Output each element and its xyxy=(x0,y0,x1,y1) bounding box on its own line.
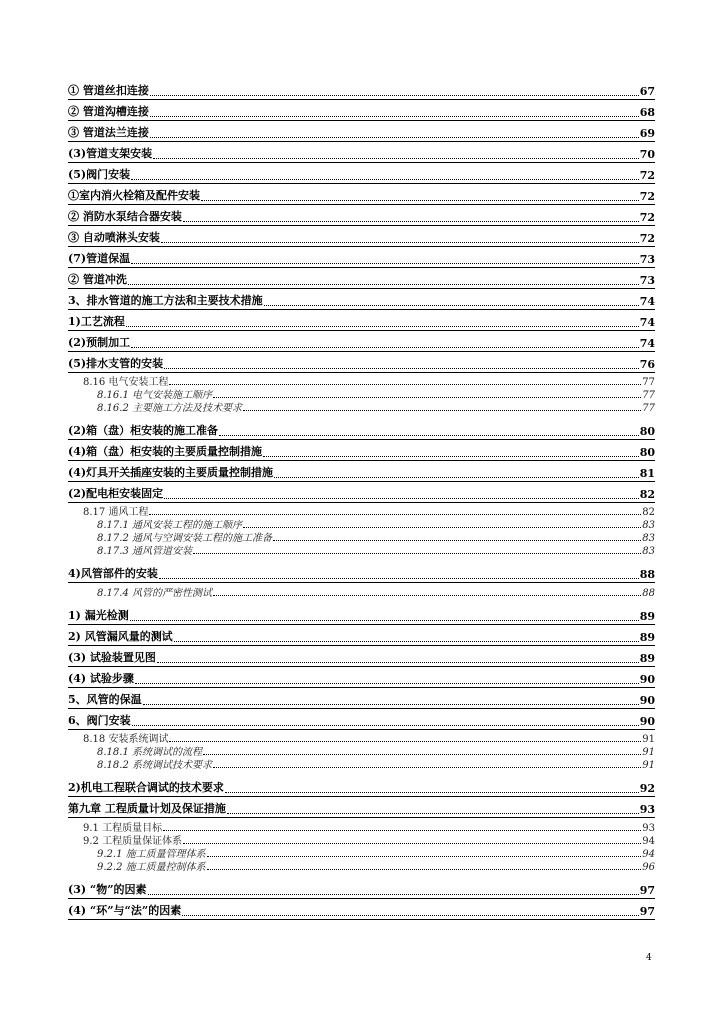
toc-entry-page: 83 xyxy=(642,520,655,531)
dot-leader xyxy=(169,741,641,742)
dot-leader xyxy=(225,792,639,793)
toc-entry-title: (4) 试验步骤 xyxy=(68,672,134,685)
toc-entry-page: 93 xyxy=(639,803,655,816)
toc-entry-title: 5、风管的保温 xyxy=(68,693,142,706)
toc-entry-page: 74 xyxy=(639,337,655,350)
toc-entry-page: 89 xyxy=(639,610,655,623)
dot-leader xyxy=(213,397,641,398)
toc-entry-title: 8.18.1 系统调试的流程 xyxy=(97,747,202,758)
toc-entry-page: 76 xyxy=(639,358,655,371)
toc-entry-page: 80 xyxy=(639,446,655,459)
dot-leader xyxy=(213,595,641,596)
toc-entry-title: 6、阀门安装 xyxy=(68,714,131,727)
toc-entry-title: (5)阀门安装 xyxy=(68,168,131,181)
toc-entry-title: ③ 自动喷淋头安装 xyxy=(68,231,160,244)
dot-leader xyxy=(131,179,639,180)
toc-entry[interactable] xyxy=(68,714,655,730)
toc-entry-page: 72 xyxy=(639,232,655,245)
toc-entry-page: 89 xyxy=(639,631,655,644)
dot-leader xyxy=(126,326,639,327)
toc-entry-page: 73 xyxy=(639,274,655,287)
toc-entry-page: 72 xyxy=(639,190,655,203)
toc-entry-page: 94 xyxy=(642,849,655,860)
dot-leader xyxy=(157,662,639,663)
toc-entry[interactable] xyxy=(68,84,655,100)
toc-entry-page: 73 xyxy=(639,253,655,266)
toc-entry-title: (3) “物”的因素 xyxy=(68,883,147,896)
toc-entry-title: 8.17.4 风管的严密性测试 xyxy=(97,588,212,599)
toc-entry-title: (3)管道支架安装 xyxy=(68,147,153,160)
toc-entry-page: 93 xyxy=(642,823,655,834)
toc-entry-title: 第九章 工程质量计划及保证措施 xyxy=(68,802,226,815)
toc-entry-title: 9.2.1 施工质量管理体系 xyxy=(97,849,206,860)
dot-leader xyxy=(153,158,639,159)
toc-entry-title: 8.18 安装系统调试 xyxy=(83,734,169,745)
dot-leader xyxy=(164,498,639,499)
dot-leader xyxy=(264,305,639,306)
toc-entry-page: 92 xyxy=(639,782,655,795)
dot-leader xyxy=(183,843,641,844)
toc-entry[interactable] xyxy=(68,168,655,184)
toc-entry[interactable] xyxy=(68,445,655,461)
toc-entry[interactable] xyxy=(68,567,655,583)
toc-entry-page: 96 xyxy=(642,862,655,873)
dot-leader xyxy=(207,856,642,857)
toc-entry-page: 88 xyxy=(639,568,655,581)
toc-entry[interactable] xyxy=(68,781,655,797)
toc-entry-page: 77 xyxy=(642,390,655,401)
toc-entry[interactable] xyxy=(68,210,655,226)
dot-leader xyxy=(150,116,639,117)
toc-entry[interactable] xyxy=(68,294,655,310)
dot-leader xyxy=(183,221,639,222)
toc-entry[interactable] xyxy=(68,466,655,482)
toc-entry-page: 70 xyxy=(639,148,655,161)
toc-entry[interactable] xyxy=(68,424,655,440)
dot-leader xyxy=(193,553,641,554)
toc-entry[interactable] xyxy=(68,273,655,289)
toc-entry-title: 9.2 工程质量保证体系 xyxy=(83,836,183,847)
toc-entry-title: 4)风管部件的安装 xyxy=(68,567,158,580)
toc-entry-title: (4)灯具开关插座安装的主要质量控制措施 xyxy=(68,466,274,479)
toc-entry[interactable] xyxy=(68,904,655,920)
toc-entry-page: 81 xyxy=(639,467,655,480)
dot-leader xyxy=(169,384,641,385)
toc-entry-title: (4)箱（盘）柜安装的主要质量控制措施 xyxy=(68,445,263,458)
toc-entry-title: ② 管道沟槽连接 xyxy=(68,105,149,118)
toc-entry[interactable] xyxy=(97,861,655,873)
toc-entry-page: 83 xyxy=(642,546,655,557)
dot-leader xyxy=(213,767,641,768)
toc-entry[interactable] xyxy=(68,651,655,667)
dot-leader xyxy=(132,725,639,726)
toc-entry-title: (4) “环”与“法”的因素 xyxy=(68,904,182,917)
dot-leader xyxy=(150,137,639,138)
toc-entry-page: 82 xyxy=(639,488,655,501)
toc-entry-title: (7)管道保温 xyxy=(68,252,131,265)
toc-entry-page: 90 xyxy=(639,715,655,728)
toc-entry-title: 8.17 通风工程 xyxy=(83,507,149,518)
dot-leader xyxy=(130,620,639,621)
toc-entry[interactable] xyxy=(97,759,655,771)
toc-entry-title: ② 管道冲洗 xyxy=(68,273,127,286)
toc-entry[interactable] xyxy=(68,126,655,142)
dot-leader xyxy=(131,263,639,264)
dot-leader xyxy=(148,894,639,895)
dot-leader xyxy=(174,641,639,642)
dot-leader xyxy=(219,435,639,436)
toc-entry-title: 8.17.3 通风管道安装 xyxy=(97,546,192,557)
toc-entry[interactable] xyxy=(97,545,655,557)
toc-entry[interactable] xyxy=(68,672,655,688)
toc-entry-page: 77 xyxy=(642,377,655,388)
toc-entry-page: 68 xyxy=(639,106,655,119)
dot-leader xyxy=(273,540,641,541)
dot-leader xyxy=(159,578,639,579)
toc-entry[interactable] xyxy=(97,587,655,599)
toc-entry-page: 91 xyxy=(642,734,655,745)
toc-entry-title: 3、排水管道的施工方法和主要技术措施 xyxy=(68,294,263,307)
dot-leader xyxy=(243,527,641,528)
page-number: 4 xyxy=(646,953,652,963)
dot-leader xyxy=(182,915,638,916)
dot-leader xyxy=(149,514,641,515)
toc-entry-title: 1) 漏光检测 xyxy=(68,609,129,622)
toc-entry-page: 83 xyxy=(642,533,655,544)
toc-entry[interactable] xyxy=(68,630,655,646)
dot-leader xyxy=(203,754,641,755)
toc-entry[interactable] xyxy=(68,231,655,247)
dot-leader xyxy=(263,456,639,457)
toc-entry[interactable] xyxy=(68,315,655,331)
toc-entry-title: ③ 管道法兰连接 xyxy=(68,126,149,139)
toc-entry-page: 94 xyxy=(642,836,655,847)
toc-entry-page: 97 xyxy=(639,905,655,918)
toc-entry-page: 69 xyxy=(639,127,655,140)
toc-entry-page: 72 xyxy=(639,169,655,182)
toc-entry-title: 2) 风管漏风量的测试 xyxy=(68,630,173,643)
dot-leader xyxy=(135,683,639,684)
toc-entry-title: 9.1 工程质量目标 xyxy=(83,823,163,834)
toc-entry-page: 97 xyxy=(639,884,655,897)
dot-leader xyxy=(161,242,639,243)
toc-entry-title: 8.18.2 系统调试技术要求 xyxy=(97,760,212,771)
toc-entry-page: 91 xyxy=(642,760,655,771)
dot-leader xyxy=(227,813,639,814)
toc-entry-page: 82 xyxy=(642,507,655,518)
toc-entry-title: (2)预制加工 xyxy=(68,336,131,349)
dot-leader xyxy=(150,95,639,96)
toc-entry[interactable] xyxy=(68,147,655,163)
toc-entry[interactable] xyxy=(68,105,655,121)
toc-entry[interactable] xyxy=(97,402,655,414)
dot-leader xyxy=(163,830,641,831)
toc-entry-page: 72 xyxy=(639,211,655,224)
toc-entry-title: 1)工艺流程 xyxy=(68,315,125,328)
dot-leader xyxy=(201,200,639,201)
toc-entry-page: 80 xyxy=(639,425,655,438)
toc-entry[interactable] xyxy=(68,357,655,373)
toc-entry-title: 9.2.2 施工质量控制体系 xyxy=(97,862,206,873)
toc-entry[interactable] xyxy=(68,693,655,709)
dot-leader xyxy=(207,869,642,870)
toc-entry-title: 2)机电工程联合调试的技术要求 xyxy=(68,781,224,794)
toc-entry-title: (2)箱（盘）柜安装的施工准备 xyxy=(68,424,219,437)
dot-leader xyxy=(128,284,639,285)
toc-entry[interactable] xyxy=(68,487,655,503)
dot-leader xyxy=(274,477,639,478)
toc-entry[interactable] xyxy=(68,252,655,268)
dot-leader xyxy=(131,347,639,348)
toc-entry-title: (5)排水支管的安装 xyxy=(68,357,164,370)
dot-leader xyxy=(143,704,639,705)
toc-entry-page: 89 xyxy=(639,652,655,665)
toc-entry-title: 8.17.2 通风与空调安装工程的施工准备 xyxy=(97,533,272,544)
toc-entry-page: 90 xyxy=(639,673,655,686)
toc-entry[interactable] xyxy=(68,883,655,899)
dot-leader xyxy=(164,368,639,369)
toc-entry-page: 90 xyxy=(639,694,655,707)
toc-entry-page: 67 xyxy=(639,85,655,98)
toc-entry-page: 77 xyxy=(642,403,655,414)
toc-entry-title: 8.16.1 电气安装施工顺序 xyxy=(97,390,212,401)
toc-entry-title: ①室内消火栓箱及配件安装 xyxy=(68,189,200,202)
toc-entry-title: 8.17.1 通风安装工程的施工顺序 xyxy=(97,520,242,531)
toc-entry[interactable] xyxy=(68,609,655,625)
toc-entry[interactable] xyxy=(68,189,655,205)
toc-entry-title: 8.16.2 主要施工方法及技术要求 xyxy=(97,403,242,414)
toc-entry-title: (2)配电柜安装固定 xyxy=(68,487,164,500)
toc-entry-page: 74 xyxy=(639,295,655,308)
toc-entry-title: ② 消防水泵结合器安装 xyxy=(68,210,182,223)
toc-entry-page: 91 xyxy=(642,747,655,758)
toc-entry-title: 8.16 电气安装工程 xyxy=(83,377,169,388)
toc-entry-title: ① 管道丝扣连接 xyxy=(68,84,149,97)
toc-entry-title: (3) 试验装置见图 xyxy=(68,651,156,664)
toc-entry-page: 74 xyxy=(639,316,655,329)
toc-entry[interactable] xyxy=(68,336,655,352)
dot-leader xyxy=(243,410,641,411)
toc-entry-page: 88 xyxy=(642,588,655,599)
toc-entry[interactable] xyxy=(68,802,655,818)
